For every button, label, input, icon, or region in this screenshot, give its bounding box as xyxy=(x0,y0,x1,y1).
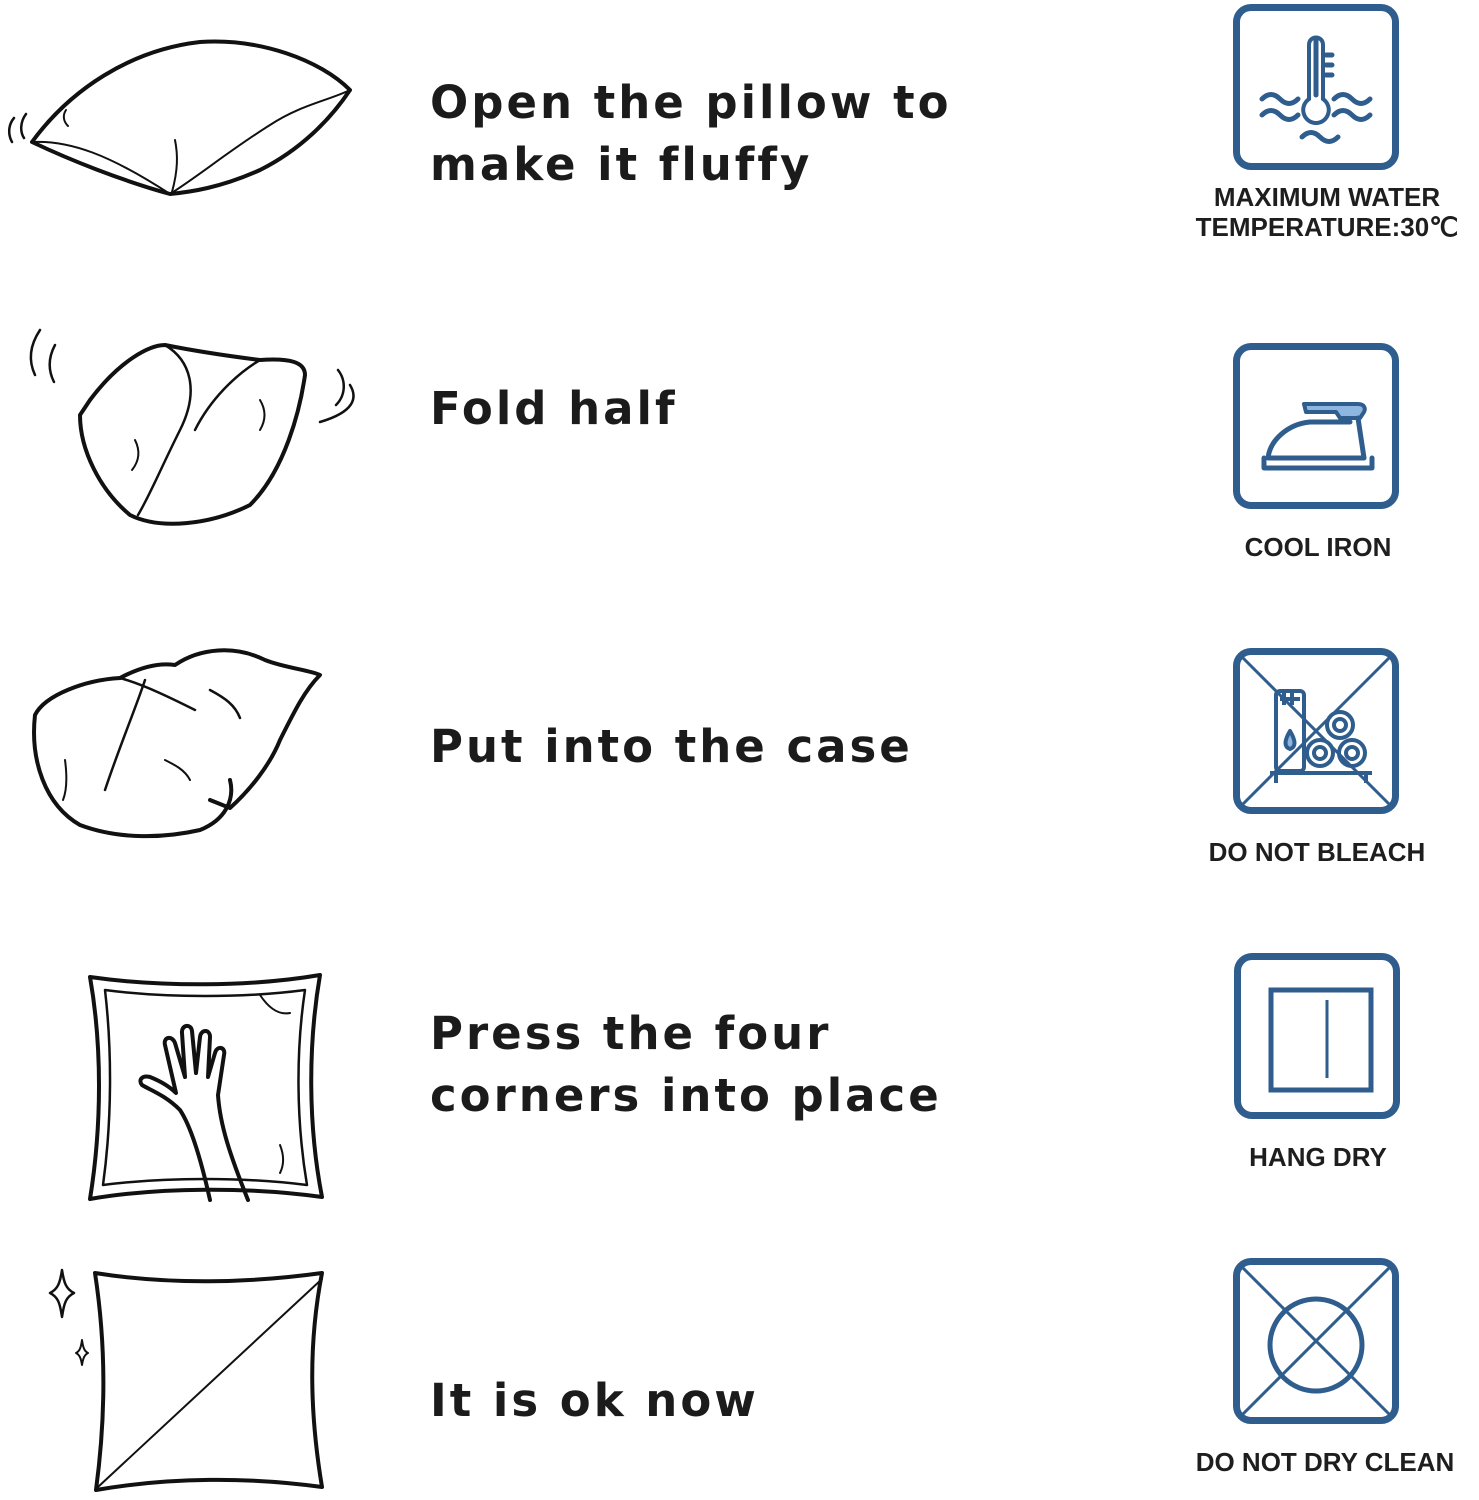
hang-dry-icon xyxy=(1234,953,1400,1119)
step-5-text: It is ok now xyxy=(430,1374,759,1427)
no-bleach-icon xyxy=(1233,648,1399,814)
care-label-water-temperature: MAXIMUM WATER TEMPERATURE:30℃ xyxy=(1195,182,1459,242)
water-temperature-icon xyxy=(1233,4,1399,170)
pillow-into-case-illustration xyxy=(25,640,335,845)
care-label-do-not-dry-clean: DO NOT DRY CLEAN xyxy=(1195,1447,1455,1477)
iron-icon xyxy=(1233,343,1399,509)
folded-pillow-illustration xyxy=(20,320,360,535)
fluffy-pillow-illustration xyxy=(0,30,370,200)
step-3-text: Put into the case xyxy=(430,720,913,773)
step-2-text: Fold half xyxy=(430,382,678,435)
finished-pillow-illustration xyxy=(40,1265,340,1500)
step-4-text: Press the four corners into place xyxy=(430,1007,942,1122)
care-label-do-not-bleach: DO NOT BLEACH xyxy=(1208,837,1426,867)
care-label-hang-dry: HANG DRY xyxy=(1249,1142,1387,1172)
press-corners-illustration xyxy=(80,965,330,1210)
care-label-cool-iron: COOL IRON xyxy=(1244,532,1392,562)
no-dry-clean-icon xyxy=(1233,1258,1399,1424)
step-1-text: Open the pillow to make it fluffy xyxy=(430,76,952,191)
